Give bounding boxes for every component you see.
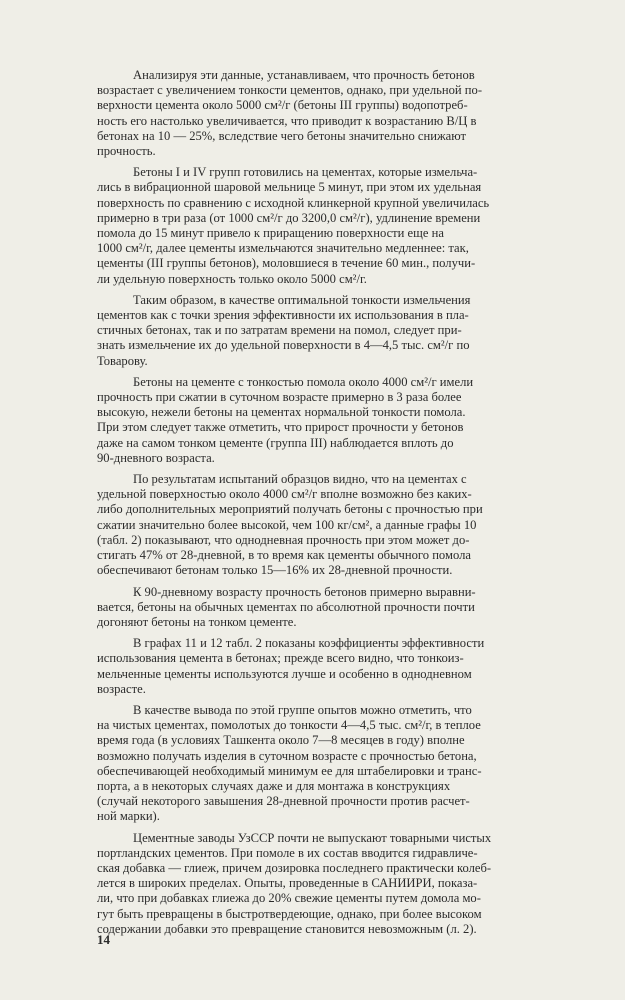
- paragraph: Бетоны I и IV групп готовились на цементах, которые измельча- лись в вибрационной шаровой мельнице 5 минут, при этом их удельная поверхность по сравнению с исходной клинкерной крупной увеличилась примерно в три раза (от 1000 см²/г до 3200,0 см²/г), удлинение времени помола до 15 минут привело к приращению поверхности еще на 1000 см²/г, далее цементы измельчаются значительно медленнее: так, цементы (III группы бетонов), моловшиеся в течение 60 мин., получи- ли удельную поверхность только около 5000 см²/г.: [97, 165, 490, 286]
- paragraph: В качестве вывода по этой группе опытов можно отметить, что на чистых цементах, помолотых до тонкости 4—4,5 тыс. см²/г, в теплое время года (в условиях Ташкента около 7—8 месяцев в году) вполне возможно получать изделия в суточном возрасте с прочностью бетона, обеспечивающей необходимый минимум ее для штабелировки и транс- порта, а в некоторых случаях даже и для монтажа в конструкциях (случай некоторого завышения 28-дневной прочности против расчет- ной марки).: [97, 702, 482, 824]
- paragraph: Бетоны на цементе с тонкостью помола около 4000 см²/г имели прочность при сжатии в суточном возрасте примерно в 3 раза более высокую, нежели бетоны на цементах нормальной тонкости помола. При этом следует также отметить, что прирост прочности у бетонов даже на самом тонком цементе (группа III) наблюдается вплоть до 90-дневного возраста.: [97, 374, 474, 465]
- paragraph: К 90-дневному возрасту прочность бетонов примерно выравни- вается, бетоны на обычных цементах по абсолютной прочности почти догоняют бетоны на тонком цементе.: [97, 584, 476, 629]
- paragraph: Таким образом, в качестве оптимальной тонкости измельчения цементов как с точки зрения эффективности их использования в пла- стичных бетонах, так и по затратам времени на помол, следует при- знать измельчение их до удельной поверхности в 4—4,5 тыс. см²/г по Товарову.: [97, 292, 471, 368]
- paragraph: В графах 11 и 12 табл. 2 показаны коэффициенты эффективности использования цемента в бетонах; прежде всего видно, что тонкоиз- мельченные цементы используются лучше и особенно в однодневном возрасте.: [97, 636, 485, 696]
- body-text: [97, 68, 597, 943]
- page-number: 14: [97, 932, 110, 947]
- paragraph: Анализируя эти данные, устанавливаем, что прочность бетонов возрастает с увеличением тонкости цементов, однако, при удельной по- верхности цемента около 5000 см²/г (бетоны III группы) водопотреб- ность его настолько увеличивается, что приводит к возрастанию В/Ц в бетонах на 10 — 25%, вследствие чего бетоны значительно снижают прочность.: [97, 68, 483, 159]
- paragraph: По результатам испытаний образцов видно, что на цементах с удельной поверхностью около 4000 см²/г вполне возможно без каких- либо дополнительных мероприятий получать бетоны с прочностью при сжатии значительно более высокой, чем 100 кг/см², а данные графы 10 (табл. 2) показывают, что однодневная прочность при этом может до- стигать 47% от 28-дневной, в то время как цементы обычного помола обеспечивают бетонам только 15—16% их 28-дневной прочности.: [97, 472, 483, 578]
- paragraph: Цементные заводы УзССР почти не выпускают товарными чистых портландских цементов. При помоле в их состав вводится гидравличе- ская добавка — глиеж, причем дозировка последнего практически колеб- лется в широких пределах. Опыты, проведенные в САНИИРИ, показа- ли, что при добавках глиежа до 20% свежие цементы путем домола мо- гут быть превращены в быстротвердеющие, однако, при более высоком содержании добавки это превращение становится невозможным (л. 2).: [97, 830, 492, 936]
